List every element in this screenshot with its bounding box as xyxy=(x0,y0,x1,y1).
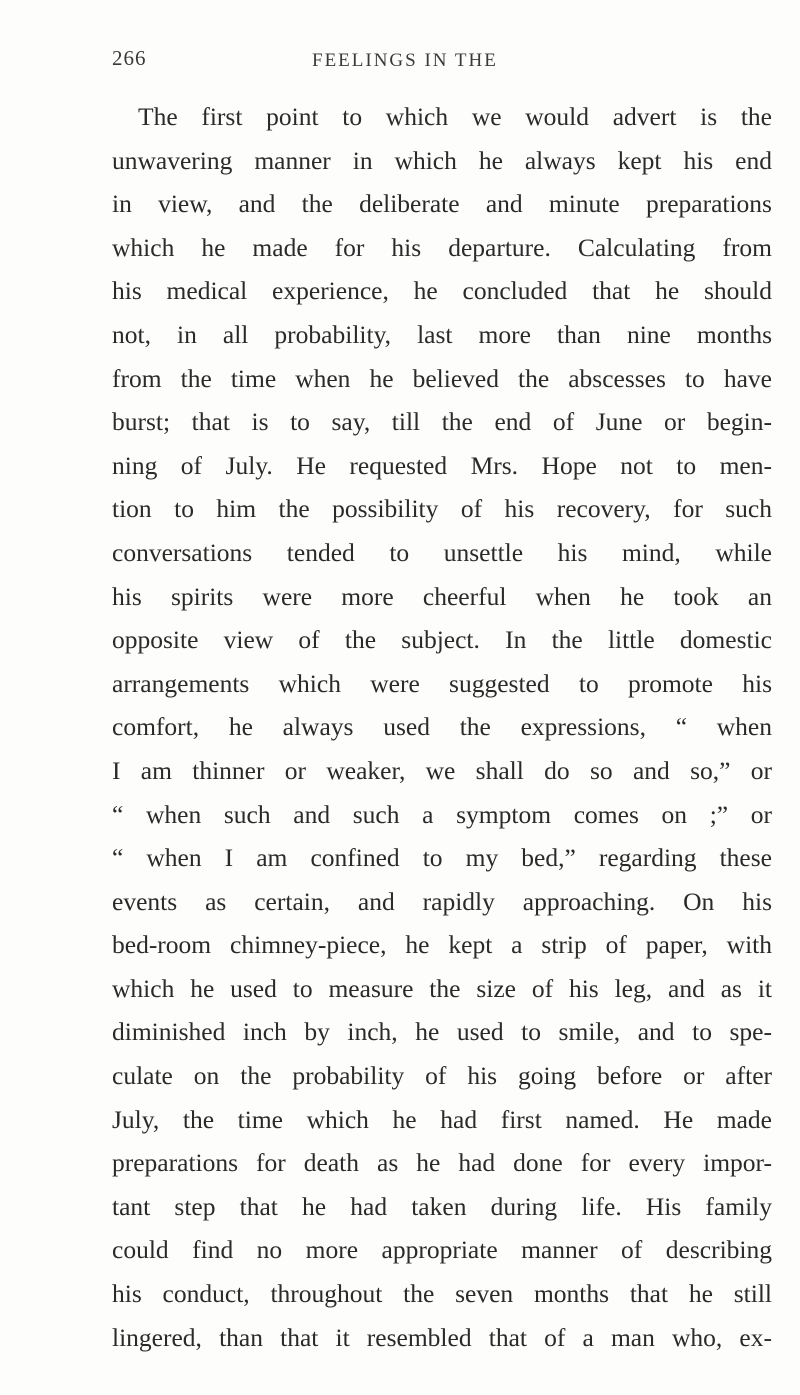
text-line: ning of July. He requested Mrs. Hope not to men- xyxy=(112,450,772,480)
text-line: could find no more appropriate manner of describing xyxy=(112,1235,772,1265)
text-line: tion to him the possibility of his recovery, for such xyxy=(112,494,772,524)
text-line: from the time when he believed the abscesses to have xyxy=(112,363,772,393)
text-line: his conduct, throughout the seven months that he still xyxy=(112,1279,772,1309)
text-line: “ when I am confined to my bed,” regarding these xyxy=(112,843,772,873)
text-line: in view, and the deliberate and minute preparations xyxy=(112,189,772,219)
text-line: The first point to which we would advert is the xyxy=(138,102,772,131)
text-line: July, the time which he had first named. He made xyxy=(112,1104,772,1134)
text-line: unwavering manner in which he always kept his end xyxy=(112,145,772,175)
text-line: events as certain, and rapidly approaching. On his xyxy=(112,886,772,916)
text-line: arrangements which were suggested to promote his xyxy=(112,668,772,698)
text-line: his spirits were more cheerful when he took an xyxy=(112,581,772,611)
text-line: bed-room chimney-piece, he kept a strip of paper, with xyxy=(112,930,772,960)
text-line: conversations tended to unsettle his mind, while xyxy=(112,537,772,567)
running-title: FEELINGS IN THE xyxy=(312,50,498,71)
text-line: burst; that is to say, till the end of June or begin- xyxy=(112,407,772,437)
text-line: not, in all probability, last more than nine months xyxy=(112,319,772,349)
text-line: opposite view of the subject. In the little domestic xyxy=(112,625,772,655)
text-line: his medical experience, he concluded that he should xyxy=(112,276,772,306)
text-line: which he made for his departure. Calculating from xyxy=(112,232,772,262)
text-line: comfort, he always used the expressions, “ when xyxy=(112,712,772,742)
text-line: lingered, than that it resembled that of a man who, ex- xyxy=(112,1322,772,1352)
page-number: 266 xyxy=(112,46,147,70)
text-line: culate on the probability of his going before or after xyxy=(112,1061,772,1091)
body-paragraph xyxy=(112,95,772,1359)
text-line: which he used to measure the size of his leg, and as it xyxy=(112,973,772,1003)
text-line: preparations for death as he had done for every impor- xyxy=(112,1148,772,1178)
text-line: diminished inch by inch, he used to smile, and to spe- xyxy=(112,1017,772,1047)
text-line: “ when such and such a symptom comes on ;” or xyxy=(112,799,772,829)
text-line: I am thinner or weaker, we shall do so and so,” or xyxy=(112,755,772,785)
text-line: tant step that he had taken during life. His family xyxy=(112,1191,772,1221)
